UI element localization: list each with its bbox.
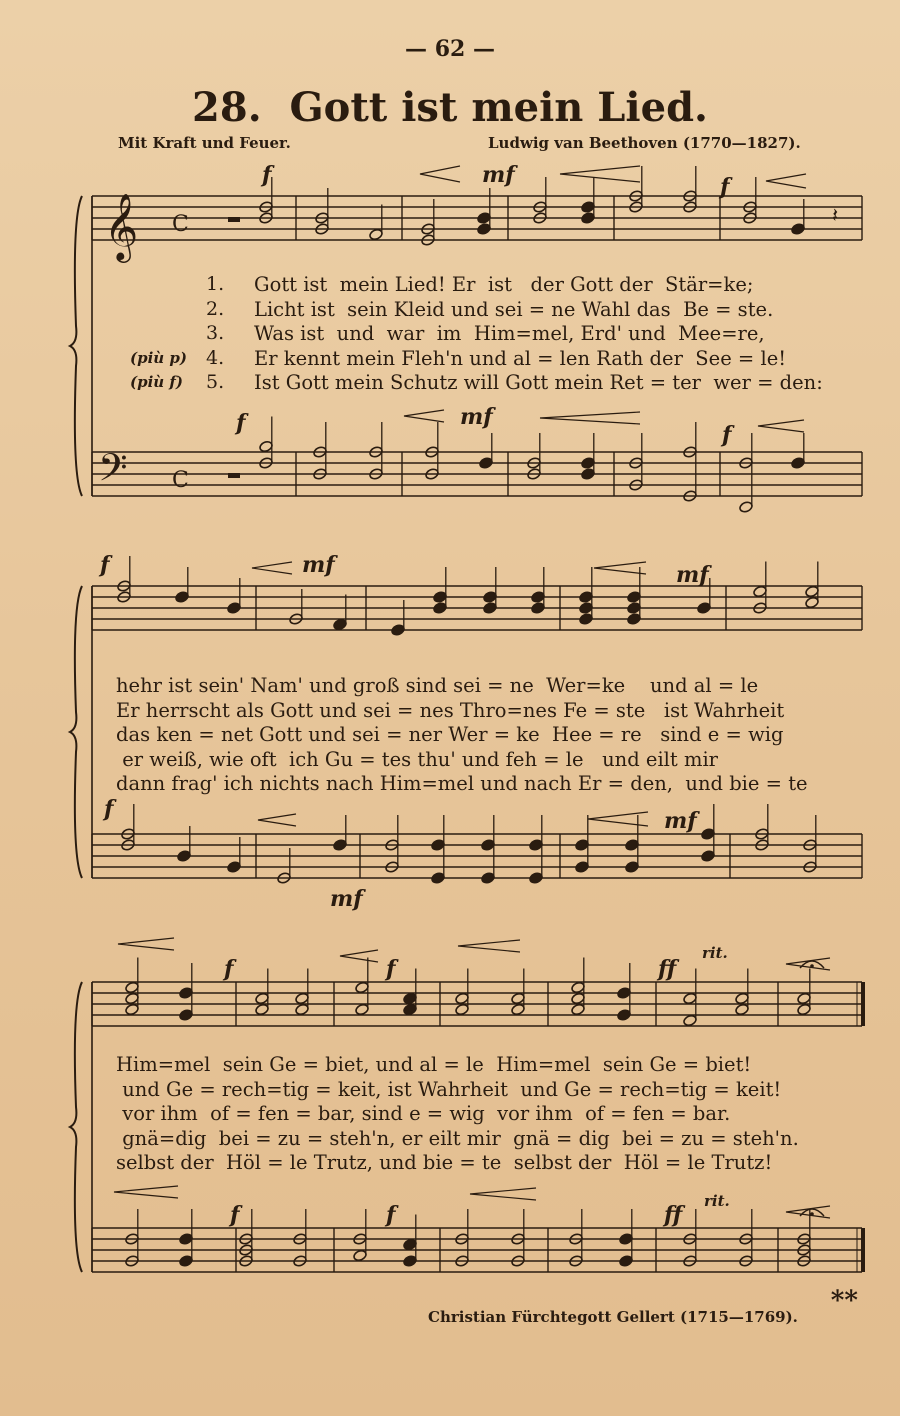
dynamic-f: f <box>386 956 396 982</box>
hairpin <box>458 940 520 952</box>
footnote-marker: ** <box>830 1286 858 1316</box>
dynamic-f: f <box>262 162 272 188</box>
hairpin <box>252 562 292 574</box>
system-brace <box>70 586 82 878</box>
half-rest-icon <box>228 217 240 222</box>
lyric-line: Ist Gott mein Schutz will Gott mein Ret = ter wer = den: <box>254 371 823 394</box>
lyric-line: Gott ist mein Lied! Er ist der Gott der Stär=ke; <box>254 273 754 296</box>
tempo-marking: Mit Kraft und Feuer. <box>118 134 291 152</box>
verse-number: 4. <box>206 346 225 369</box>
composer: Ludwig van Beethoven (1770—1827). <box>488 134 801 152</box>
quarter-rest-icon: 𝄽 <box>832 203 839 227</box>
hairpin <box>540 412 640 424</box>
lyric-line: Er kennt mein Fleh'n und al = len Rath der See = le! <box>254 346 787 370</box>
hairpin <box>470 1188 536 1200</box>
dynamic-f: f <box>722 422 732 448</box>
bass-clef-icon: 𝄢 <box>98 445 128 499</box>
dynamic-mf: mf <box>302 552 335 578</box>
song-title: Gott ist mein Lied. <box>289 84 708 131</box>
hairpin <box>340 950 378 962</box>
verse-dynamic-prefix: (più f) <box>130 373 183 391</box>
hairpin <box>758 420 804 432</box>
dynamic-mf: mf <box>664 808 697 834</box>
song-number: 28. <box>192 84 262 131</box>
dynamic-f: f <box>386 1202 396 1228</box>
dynamic-mf: mf <box>330 886 363 912</box>
lyric-line: gnä=dig bei = zu = steh'n, er eilt mir gnä = dig bei = zu = steh'n. <box>116 1126 799 1150</box>
dynamic-mf: mf <box>482 162 515 188</box>
hairpin <box>766 174 806 188</box>
lyric-line: Licht ist sein Kleid und sei = ne Wahl das Be = ste. <box>254 297 774 321</box>
lyric-line: dann frag' ich nichts nach Him=mel und nach Er = den, und bie = te <box>116 772 808 795</box>
verse-number: 5. <box>206 371 225 393</box>
lyric-line: er weiß, wie oft ich Gu = tes thu' und feh = le und eilt mir <box>116 747 719 771</box>
dynamic-mf: mf <box>676 562 709 588</box>
lyric-line: hehr ist sein' Nam' und groß sind sei = ne Wer=ke und al = le <box>116 674 759 697</box>
fermata-dot <box>810 964 814 968</box>
lyric-line: vor ihm of = fen = bar, sind e = wig vor ihm of = fen = bar. <box>116 1102 731 1125</box>
hairpin <box>258 814 296 826</box>
verse-dynamic-prefix: (più p) <box>130 348 187 367</box>
system-brace <box>70 196 82 496</box>
lyric-line: Was ist und war im Him=mel, Erd' und Mee=re, <box>254 322 765 345</box>
time-signature: C <box>172 212 189 237</box>
dynamic-f: f <box>236 410 246 436</box>
fermata-dot <box>810 1212 814 1216</box>
dynamic-f: f <box>104 796 114 822</box>
ritardando-mark: rit. <box>702 944 728 962</box>
dynamic-ff: ff <box>658 956 677 982</box>
hairpin <box>114 1186 178 1198</box>
lyric-line: das ken = net Gott und sei = ner Wer = ke Hee = re sind e = wig <box>116 723 784 746</box>
verse-number: 1. <box>206 273 225 295</box>
ritardando-mark: rit. <box>704 1192 730 1210</box>
dynamic-f: f <box>720 174 730 200</box>
hairpin <box>420 166 460 182</box>
verse-number: 3. <box>206 322 225 344</box>
lyric-line: und Ge = rech=tig = keit, ist Wahrheit und Ge = rech=tig = keit! <box>116 1077 782 1101</box>
system-brace <box>70 982 82 1272</box>
lyric-line: selbst der Höl = le Trutz, und bie = te selbst der Höl = le Trutz! <box>116 1151 773 1174</box>
page-number: — 62 — <box>405 36 495 62</box>
hairpin <box>404 410 444 422</box>
time-signature: C <box>172 468 189 493</box>
treble-clef-icon: 𝄞 <box>104 192 139 260</box>
final-thick-barline <box>861 982 865 1026</box>
dynamic-f: f <box>100 552 110 578</box>
hairpin <box>594 562 646 574</box>
dynamic-mf: mf <box>460 404 493 430</box>
half-rest-icon <box>228 473 240 478</box>
dynamic-f: f <box>224 956 234 982</box>
hairpin <box>588 812 648 826</box>
dynamic-ff: ff <box>664 1202 683 1228</box>
final-thick-barline <box>861 1228 865 1272</box>
hairpin <box>118 938 174 950</box>
lyric-line: Er herrscht als Gott und sei = nes Thro=nes Fe = ste ist Wahrheit <box>116 698 785 722</box>
lyric-line: Him=mel sein Ge = biet, und al = le Him=mel sein Ge = biet! <box>116 1053 752 1076</box>
dynamic-f: f <box>230 1202 240 1228</box>
lyricist: Christian Fürchtegott Gellert (1715—1769). <box>428 1308 798 1326</box>
hairpin <box>560 166 640 182</box>
verse-number: 2. <box>206 297 225 320</box>
